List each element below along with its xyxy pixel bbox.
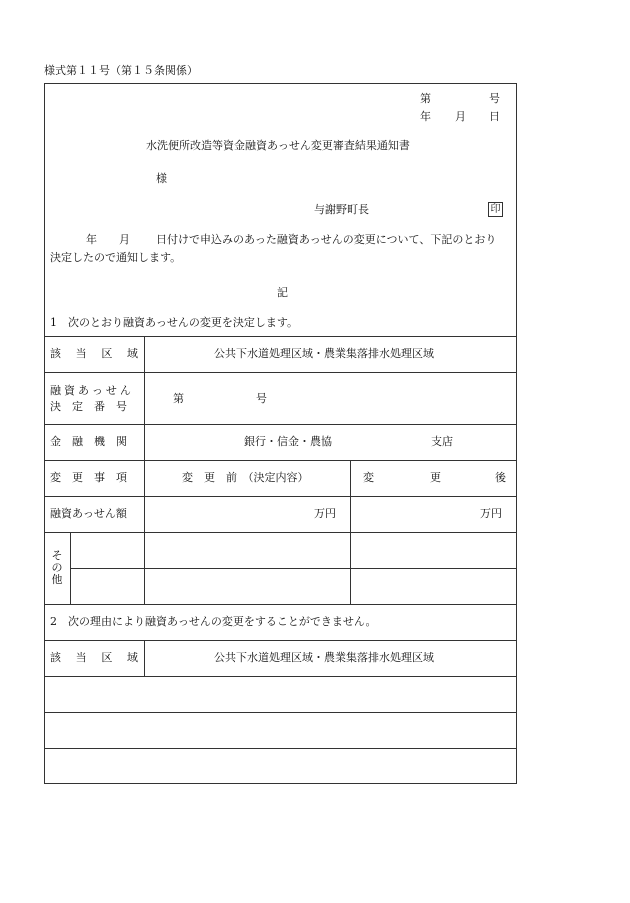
decision-label-line2: 決 定 番 号 [50, 400, 127, 413]
body-year: 年 [86, 233, 97, 246]
after-change-header-2: 更 [430, 471, 441, 484]
rule [44, 640, 517, 641]
rule [44, 372, 517, 373]
area-label: 該 当 区 域 [50, 347, 138, 360]
rule [44, 336, 517, 337]
rule [44, 496, 517, 497]
after-change-header-1: 変 [363, 471, 374, 484]
before-change-header: 変 更 前 （決定内容） [182, 471, 309, 484]
amount-label: 融資あっせん額 [50, 507, 127, 520]
rule [44, 460, 517, 461]
addressee-suffix: 様 [156, 172, 167, 185]
rule [44, 712, 517, 713]
seal-mark: 印 [488, 202, 503, 217]
issuer-name: 与謝野町長 [314, 203, 369, 216]
section2-area-value: 公共下水道処理区域・農業集落排水処理区域 [214, 651, 434, 664]
section2-heading: 2 次の理由により融資あっせんの変更をすることができません。 [50, 615, 377, 628]
bank-type: 銀行・信金・農協 [244, 435, 332, 448]
other-label-char: 他 [51, 573, 63, 586]
date-year: 年 [420, 110, 431, 123]
rule [44, 532, 517, 533]
body-line1: 日付けで申込みのあった融資あっせんの変更について、下記のとおり [156, 233, 497, 246]
branch-label: 支店 [431, 435, 453, 448]
form-frame [44, 83, 517, 784]
after-change-header-3: 後 [495, 471, 506, 484]
change-label: 変 更 事 項 [50, 471, 127, 484]
body-month: 月 [119, 233, 130, 246]
doc-number-suffix: 号 [489, 92, 500, 105]
rule [70, 568, 517, 569]
bank-label: 金 融 機 関 [50, 435, 127, 448]
rule [44, 424, 517, 425]
rule-vertical [144, 336, 145, 604]
rule [44, 676, 517, 677]
document-title: 水洗便所改造等資金融資あっせん変更審査結果通知書 [146, 139, 410, 152]
decision-number-prefix: 第 [173, 392, 184, 405]
rule [44, 748, 517, 749]
form-number: 様式第１１号（第１５条関係） [44, 64, 198, 77]
area-value: 公共下水道処理区域・農業集落排水処理区域 [214, 347, 434, 360]
rule-vertical [144, 640, 145, 676]
rule-vertical [350, 460, 351, 604]
section2-area-label: 該 当 区 域 [50, 651, 138, 664]
rule [44, 604, 517, 605]
decision-label-line1: 融資あっせん [50, 384, 134, 397]
amount-before-unit: 万円 [314, 507, 336, 520]
rule-vertical [70, 532, 71, 604]
amount-after-unit: 万円 [480, 507, 502, 520]
other-label-char: そ [51, 549, 63, 562]
body-line2: 決定したので通知します。 [50, 251, 182, 264]
date-month: 月 [455, 110, 466, 123]
doc-number-prefix: 第 [420, 92, 431, 105]
ki-mark: 記 [277, 286, 288, 299]
date-day: 日 [489, 110, 500, 123]
other-label-char: の [51, 561, 63, 574]
section1-heading: 1 次のとおり融資あっせんの変更を決定します。 [50, 316, 299, 329]
decision-number-suffix: 号 [256, 392, 267, 405]
